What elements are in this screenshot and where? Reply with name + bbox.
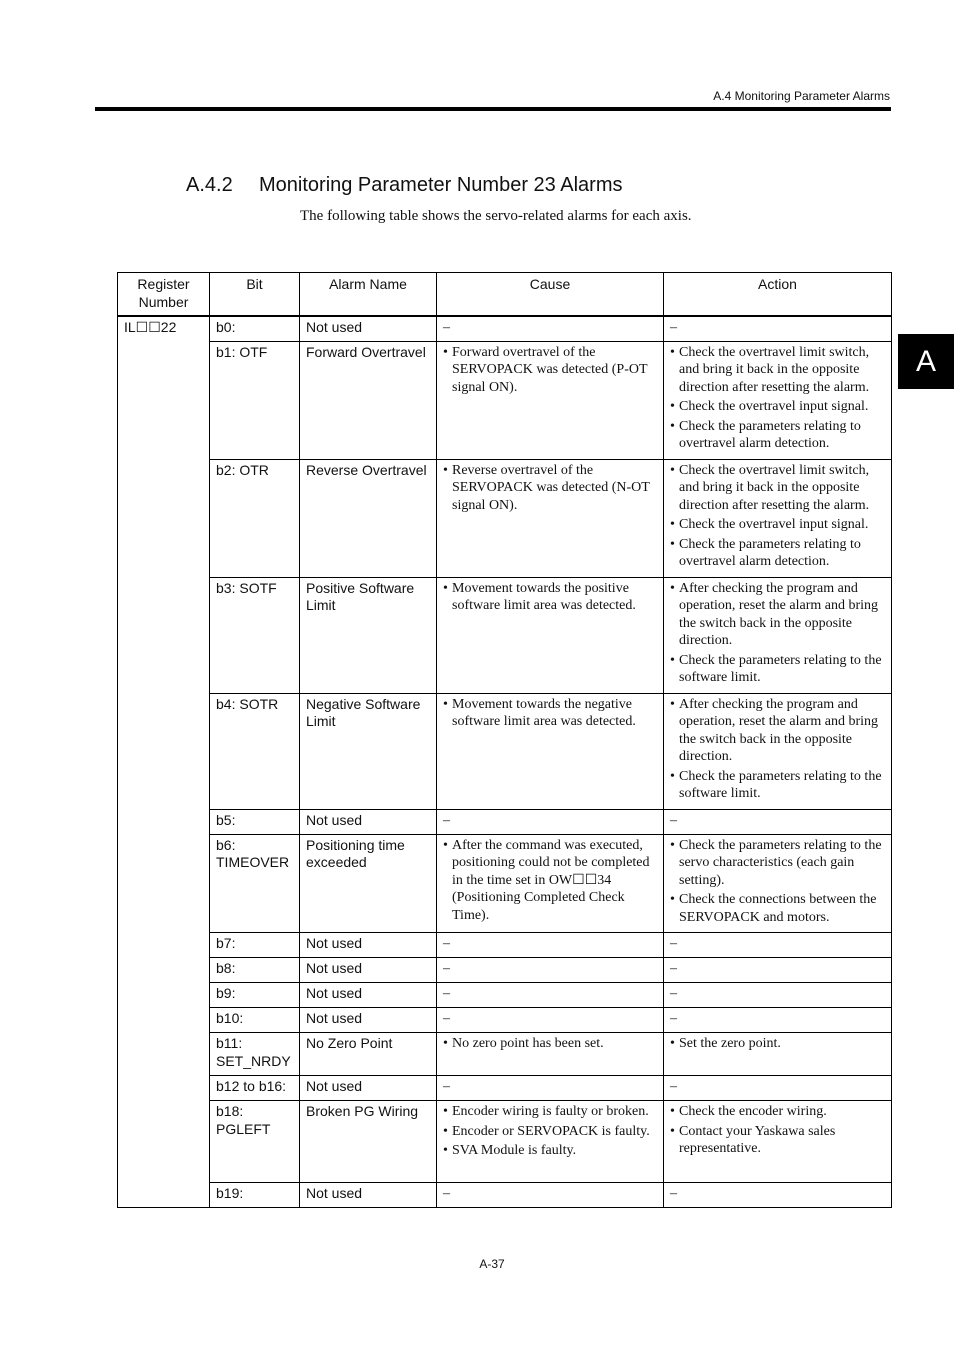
cause-cell: – (437, 933, 664, 958)
action-cell (664, 834, 892, 933)
action-list (670, 696, 885, 803)
cause-cell: – (437, 1183, 664, 1208)
action-cell (664, 1101, 892, 1183)
action-item: • After checking the program and operation, reset the alarm and bring the switch back in the opposite direction. (670, 580, 885, 650)
section-number: A.4.2 (186, 174, 233, 196)
alarm-name-cell: No Zero Point (300, 1033, 437, 1076)
table-row (118, 316, 892, 341)
table-row (118, 341, 892, 459)
action-cell: – (664, 1076, 892, 1101)
appendix-tab: A (898, 334, 954, 389)
alarm-name-cell: Not used (300, 958, 437, 983)
bit-cell: b8: (210, 958, 300, 983)
cause-cell: – (437, 1076, 664, 1101)
alarm-name-cell: Not used (300, 933, 437, 958)
table-row (118, 1076, 892, 1101)
action-item: • Check the parameters relating to the servo characteristics (each gain setting). (670, 837, 885, 890)
table-row (118, 1183, 892, 1208)
cause-list (443, 1103, 657, 1160)
table-row (118, 459, 892, 577)
alarm-name-cell: Positive Software Limit (300, 577, 437, 693)
table-row (118, 958, 892, 983)
table-row (118, 577, 892, 693)
cause-list (443, 462, 657, 515)
action-item: • Set the zero point. (670, 1035, 885, 1053)
table-body (118, 316, 892, 1208)
header-action: Action (664, 273, 892, 317)
action-item: • Check the connections between the SERVOPACK and motors. (670, 891, 885, 926)
action-list (670, 462, 885, 571)
table-row (118, 983, 892, 1008)
action-list (670, 580, 885, 687)
cause-item: • Reverse overtravel of the SERVOPACK was detected (N-OT signal ON). (443, 462, 657, 515)
bit-cell: b10: (210, 1008, 300, 1033)
action-cell (664, 693, 892, 809)
alarm-name-cell: Forward Overtravel (300, 341, 437, 459)
bit-cell: b6: TIMEOVER (210, 834, 300, 933)
action-list (670, 1103, 885, 1158)
bit-cell: b12 to b16: (210, 1076, 300, 1101)
bit-cell: b9: (210, 983, 300, 1008)
section-title: Monitoring Parameter Number 23 Alarms (259, 174, 623, 196)
table-row (118, 1101, 892, 1183)
action-cell: – (664, 316, 892, 341)
page-number: A-37 (479, 1257, 505, 1271)
register-number-cell: IL☐☐22 (118, 316, 210, 1208)
table-row (118, 933, 892, 958)
action-list (670, 837, 885, 927)
cause-cell: – (437, 316, 664, 341)
alarm-name-cell: Not used (300, 1183, 437, 1208)
action-cell: – (664, 1008, 892, 1033)
cause-cell: – (437, 983, 664, 1008)
header-cause: Cause (437, 273, 664, 317)
action-item: • Check the parameters relating to overtravel alarm detection. (670, 536, 885, 571)
action-item: • Check the overtravel input signal. (670, 398, 885, 416)
table-row (118, 809, 892, 834)
header-rule (95, 107, 891, 111)
table-row (118, 1008, 892, 1033)
alarm-name-cell: Positioning time exceeded (300, 834, 437, 933)
alarm-name-cell: Not used (300, 809, 437, 834)
cause-cell: – (437, 1008, 664, 1033)
bit-cell: b0: (210, 316, 300, 341)
cause-list (443, 344, 657, 397)
action-cell: – (664, 958, 892, 983)
cause-item: • SVA Module is faulty. (443, 1142, 657, 1160)
bit-cell: b7: (210, 933, 300, 958)
action-list (670, 1035, 885, 1053)
cause-cell: – (437, 958, 664, 983)
table-row (118, 693, 892, 809)
cause-item: • Encoder or SERVOPACK is faulty. (443, 1123, 657, 1141)
action-item: • Check the overtravel limit switch, and bring it back in the opposite direction after resetting the alarm. (670, 344, 885, 397)
cause-item: • Encoder wiring is faulty or broken. (443, 1103, 657, 1121)
action-cell: – (664, 809, 892, 834)
bit-cell: b2: OTR (210, 459, 300, 577)
cause-item: • Movement towards the negative software limit area was detected. (443, 696, 657, 731)
cause-cell (437, 693, 664, 809)
action-list (670, 344, 885, 453)
header-alarm-name: Alarm Name (300, 273, 437, 317)
bit-cell: b1: OTF (210, 341, 300, 459)
alarm-name-cell: Negative Software Limit (300, 693, 437, 809)
action-cell: – (664, 933, 892, 958)
table-header-row (118, 273, 892, 317)
header-bit: Bit (210, 273, 300, 317)
action-cell (664, 577, 892, 693)
cause-cell (437, 1033, 664, 1076)
intro-paragraph: The following table shows the servo-related alarms for each axis. (300, 208, 692, 224)
cause-item: • Movement towards the positive software limit area was detected. (443, 580, 657, 615)
bit-cell: b18: PGLEFT (210, 1101, 300, 1183)
action-cell: – (664, 983, 892, 1008)
cause-list (443, 837, 657, 925)
bit-cell: b19: (210, 1183, 300, 1208)
section-heading (186, 174, 622, 197)
cause-cell (437, 1101, 664, 1183)
action-item: • Check the encoder wiring. (670, 1103, 885, 1121)
bit-cell: b5: (210, 809, 300, 834)
action-item: • Check the parameters relating to overtravel alarm detection. (670, 418, 885, 453)
bit-cell: b11: SET_NRDY (210, 1033, 300, 1076)
bit-cell: b4: SOTR (210, 693, 300, 809)
action-cell (664, 341, 892, 459)
alarm-name-cell: Not used (300, 1076, 437, 1101)
cause-list (443, 1035, 657, 1053)
action-item: • Check the parameters relating to the software limit. (670, 652, 885, 687)
alarm-name-cell: Not used (300, 316, 437, 341)
cause-list (443, 580, 657, 615)
alarm-name-cell: Not used (300, 1008, 437, 1033)
cause-list (443, 696, 657, 731)
cause-item: • Forward overtravel of the SERVOPACK was detected (P-OT signal ON). (443, 344, 657, 397)
action-item: • Check the overtravel limit switch, and bring it back in the opposite direction after resetting the alarm. (670, 462, 885, 515)
action-item: • Contact your Yaskawa sales representative. (670, 1123, 885, 1158)
action-cell (664, 459, 892, 577)
cause-item: • After the command was executed, positioning could not be completed in the time set in OW☐☐34 (Positioning Completed Check Time). (443, 837, 657, 925)
alarm-name-cell: Not used (300, 983, 437, 1008)
action-item: • Check the parameters relating to the software limit. (670, 768, 885, 803)
action-item: • After checking the program and operation, reset the alarm and bring the switch back in the opposite direction. (670, 696, 885, 766)
cause-cell: – (437, 809, 664, 834)
cause-cell (437, 577, 664, 693)
action-cell: – (664, 1183, 892, 1208)
table-row (118, 834, 892, 933)
alarm-table (117, 272, 892, 1208)
action-item: • Check the overtravel input signal. (670, 516, 885, 534)
alarm-name-cell: Broken PG Wiring (300, 1101, 437, 1183)
cause-cell (437, 459, 664, 577)
cause-item: • No zero point has been set. (443, 1035, 657, 1053)
cause-cell (437, 834, 664, 933)
alarm-name-cell: Reverse Overtravel (300, 459, 437, 577)
bit-cell: b3: SOTF (210, 577, 300, 693)
running-head: A.4 Monitoring Parameter Alarms (713, 89, 890, 103)
header-register: Register Number (118, 273, 210, 317)
cause-cell (437, 341, 664, 459)
action-cell (664, 1033, 892, 1076)
table-row (118, 1033, 892, 1076)
